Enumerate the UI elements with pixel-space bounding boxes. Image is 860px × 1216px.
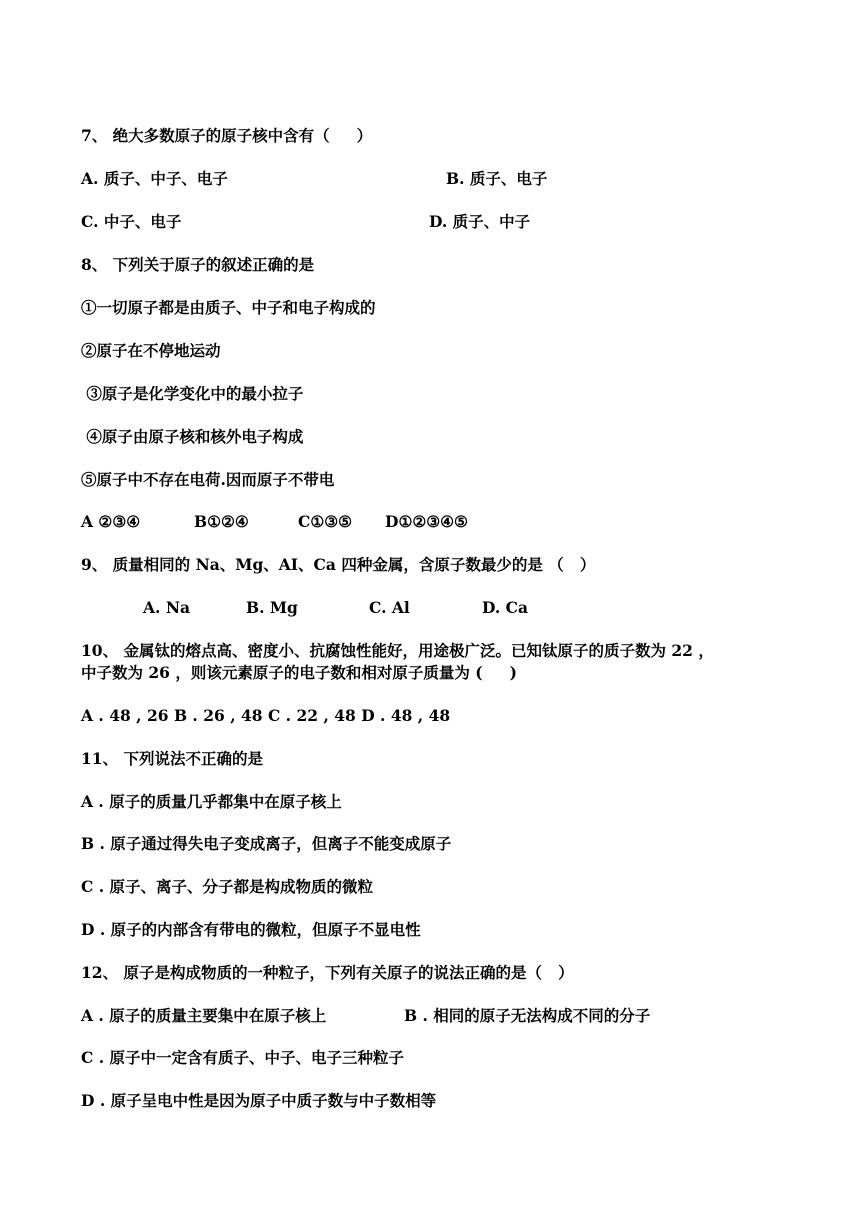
q9-option-d: D. Ca [482, 598, 529, 617]
q9-option-b: B. Mg [246, 598, 298, 617]
q8-statement-4: ④原子由原子核和核外电子构成 [81, 427, 304, 446]
q8-option-b: B①②④ [194, 512, 249, 531]
q12-option-c: C . 原子中一定含有质子、中子、电子三种粒子 [81, 1048, 405, 1067]
q11-option-b: B . 原子通过得失电子变成离子，但离子不能变成原子 [81, 834, 452, 853]
q8-statement-2: ②原子在不停地运动 [81, 341, 221, 360]
q8-statement-1: ①一切原子都是由质子、中子和电子构成的 [81, 298, 376, 317]
q8-statement-5: ⑤原子中不存在电荷.因而原子不带电 [81, 470, 335, 489]
q7-option-b: B. 质子、电子 [446, 169, 548, 188]
q10-stem-line1: 10、 金属钛的熔点高、密度小、抗腐蚀性能好，用途极广泛。已知钛原子的质子数为 22 ， [81, 641, 714, 660]
q12-stem: 12、 原子是构成物质的一种粒子，下列有关原子的说法正确的是（ ） [81, 963, 574, 982]
q9-option-a: A. Na [143, 598, 191, 617]
q12-option-d: D . 原子呈电中性是因为原子中质子数与中子数相等 [81, 1091, 437, 1110]
q7-option-c: C. 中子、电子 [81, 212, 182, 231]
q10-stem-line2: 中子数为 26 ，则该元素原子的电子数和相对原子质量为 ( ) [81, 663, 517, 682]
q7-option-a: A. 质子、中子、电子 [81, 169, 228, 188]
q7-option-d: D. 质子、中子 [429, 212, 531, 231]
q11-option-d: D . 原子的内部含有带电的微粒，但原子不显电性 [81, 920, 421, 939]
q8-option-d: D①②③④⑤ [385, 512, 468, 531]
q11-option-a: A . 原子的质量几乎都集中在原子核上 [81, 792, 342, 811]
q9-option-c: C. Al [369, 598, 410, 617]
q10-options: A . 48 , 26 B . 26 , 48 C . 22 , 48 D . 48 , 48 [81, 706, 451, 725]
q12-option-a: A . 原子的质量主要集中在原子核上 [81, 1006, 327, 1025]
q8-option-a: A ②③④ [81, 512, 141, 531]
q8-statement-3: ③原子是化学变化中的最小拉子 [81, 384, 304, 403]
q11-option-c: C . 原子、离子、分子都是构成物质的微粒 [81, 877, 374, 896]
q9-stem: 9、 质量相同的 Na、Mg、AI、Ca 四种金属，含原子数最少的是 （ ） [81, 555, 596, 574]
q8-stem: 8、 下列关于原子的叙述正确的是 [81, 255, 315, 274]
q7-stem: 7、 绝大多数原子的原子核中含有（ ） [81, 126, 373, 145]
q11-stem: 11、 下列说法不正确的是 [81, 749, 263, 768]
q8-option-c: C①③⑤ [298, 512, 353, 531]
q12-option-b: B . 相同的原子无法构成不同的分子 [404, 1006, 651, 1025]
